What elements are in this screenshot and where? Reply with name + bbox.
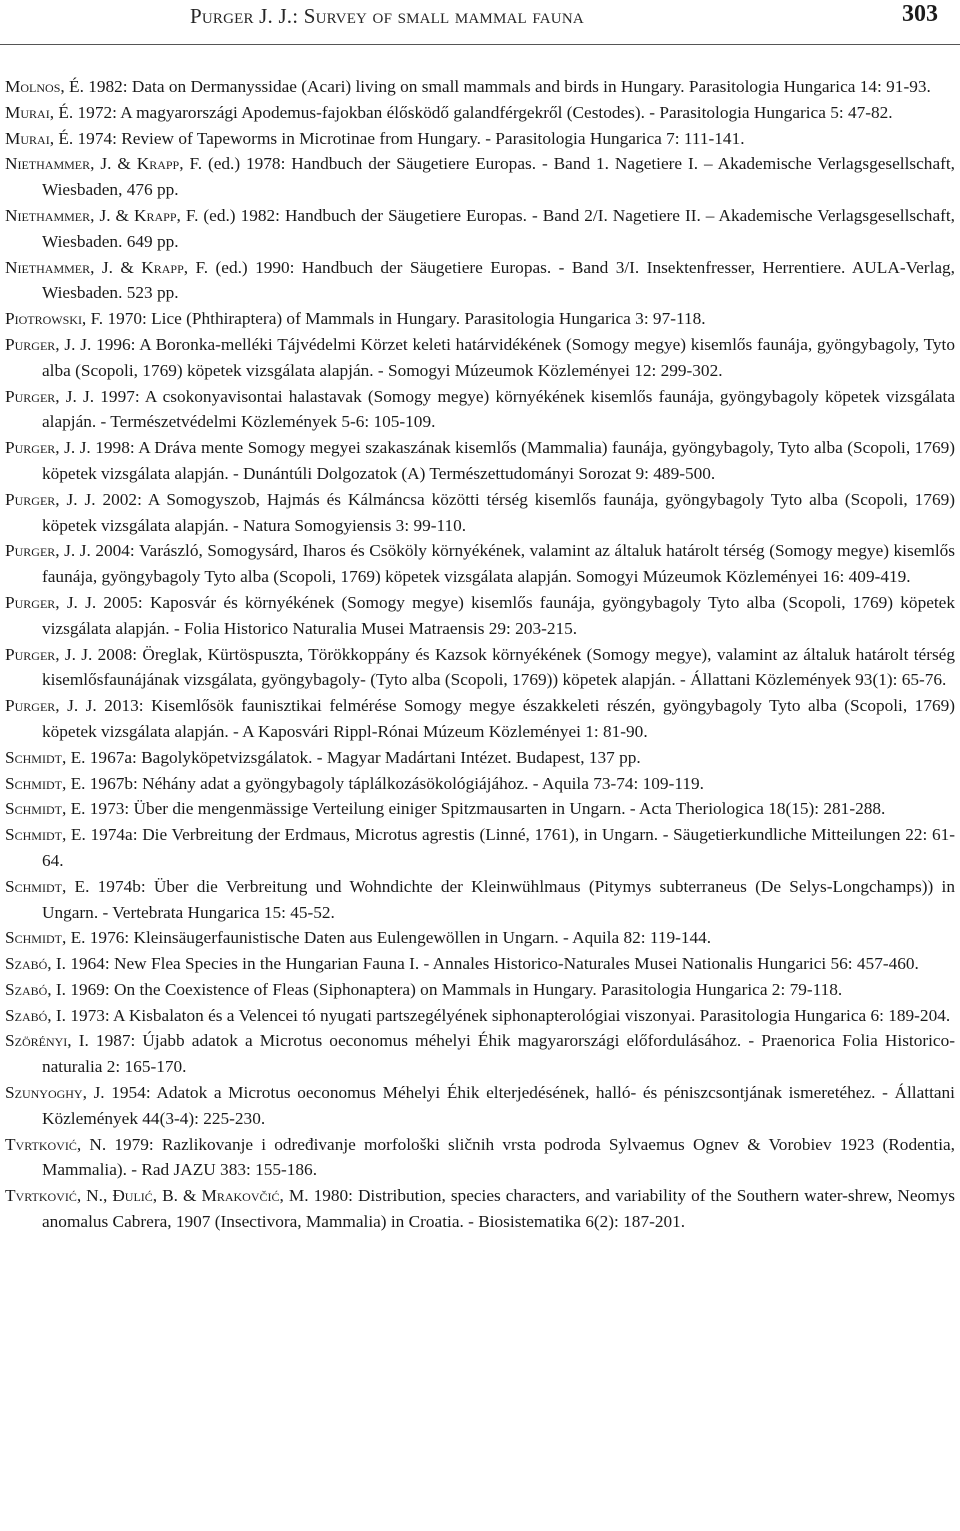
reference-entry bbox=[5, 977, 955, 1003]
reference-author: Szabó, I. bbox=[5, 979, 66, 999]
reference-author: Molnos, É. bbox=[5, 77, 84, 96]
reference-text: 1987: Újabb adatok a Microtus oeconomus méhelyi Éhik magyarországi előfordulásához. - Praenorica Folia Historico-naturalia 2: 165-170. bbox=[42, 1031, 955, 1077]
reference-author: Murai, É. bbox=[5, 102, 74, 122]
reference-text: 1967a: Bagolyköpetvizsgálatok. - Magyar Madártani Intézet. Budapest, 137 pp. bbox=[85, 747, 641, 767]
reference-author: Purger, J. J. bbox=[5, 592, 97, 612]
reference-entry bbox=[5, 745, 955, 771]
reference-entry bbox=[5, 435, 955, 487]
reference-author: Schmidt, E. bbox=[5, 825, 86, 845]
reference-text: (ed.) 1982: Handbuch der Säugetiere Europas. - Band 2/I. Nagetiere II. – Akademische Verlagsgesellschaft, Wiesbaden. 649 pp. bbox=[42, 205, 955, 251]
reference-text: 1970: Lice (Phthiraptera) of Mammals in Hungary. Parasitologia Hungarica 3: 97-118. bbox=[103, 309, 706, 329]
reference-text: 1969: On the Coexistence of Fleas (Siphonaptera) on Mammals in Hungary. Parasitologia Hungarica 2: 79-118. bbox=[66, 979, 843, 999]
running-title: Purger J. J.: Survey of small mammal fauna bbox=[190, 4, 584, 28]
reference-entry bbox=[5, 642, 955, 694]
reference-author: Szabó, I. bbox=[5, 954, 66, 974]
reference-author: Szunyoghy, J. bbox=[5, 1083, 105, 1103]
reference-entry bbox=[5, 1028, 955, 1080]
reference-author: Piotrowski, F. bbox=[5, 309, 104, 329]
reference-text: 1998: A Dráva mente Somogy megyei szakaszának kisemlős (Mammalia) faunája, gyöngybagoly, Tyto alba (Scopoli, 1769) köpetek vizsgálata alapján. - Dunántúli Dolgozatok (A) Természettudományi Sorozat 9: 489-500. bbox=[42, 438, 955, 483]
reference-text: 1972: A magyarországi Apodemus-fajokban élősködő galandférgekről (Cestodes). - Parasitologia Hungarica 5: 47-82. bbox=[73, 102, 893, 122]
reference-entry bbox=[5, 306, 955, 332]
reference-entry bbox=[5, 1080, 955, 1132]
reference-text: 1997: A csokonyavisontai halastavak (Somogy megye) környékének kisemlős faunája, gyöngybagoly köpetek vizsgálata alapján. - Természetvédelmi Közlemények 5-6: 105-109. bbox=[42, 386, 955, 432]
page-number: 303 bbox=[902, 1, 938, 27]
reference-text: (ed.) 1990: Handbuch der Säugetiere Europas. - Band 3/I. Insektenfresser, Herrentiere. AULA-Verlag, Wiesbaden. 523 pp. bbox=[42, 257, 955, 303]
reference-entry bbox=[5, 151, 955, 203]
reference-author: Purger, J. J. bbox=[5, 334, 92, 354]
reference-text: 1976: Kleinsäugerfaunistische Daten aus Eulengewöllen in Ungarn. - Aquila 82: 119-144. bbox=[85, 928, 712, 948]
reference-text: 1996: A Boronka-melléki Tájvédelmi Körzet keleti határvidékének (Somogy megye) kisemlős faunája, gyöngybagoly, Tyto alba (Scopoli, 1769) köpetek vizsgálata alapján. - Somogyi Múzeumok Közleményei 12: 299-302. bbox=[42, 334, 956, 380]
reference-text: 1973: A Kisbalaton és a Velencei tó nyugati partszegélyének siphonapterológiai viszonyai. Parasitologia Hungarica 6: 189-204. bbox=[66, 1005, 951, 1025]
reference-text: 1974: Review of Tapeworms in Microtinae from Hungary. - Parasitologia Hungarica 7: 111-141. bbox=[73, 128, 745, 148]
reference-text: 1954: Adatok a Microtus oeconomus Méhelyi Éhik elterjedésének, halló- és péniszcsontjának ismeretéhez. - Állattani Közlemények 44(3-4): 225-230. bbox=[42, 1083, 955, 1128]
reference-entry bbox=[5, 100, 955, 126]
reference-entry bbox=[5, 1003, 955, 1029]
page-header bbox=[0, 0, 960, 40]
reference-author: Tvrtković, N. bbox=[5, 1134, 107, 1154]
reference-author: Szabó, I. bbox=[5, 1005, 66, 1025]
reference-text: 1974b: Über die Verbreitung und Wohndichte der Kleinwühlmaus (Pitymys subterraneus (De Selys-Longchamps)) in Ungarn. - Vertebrata Hungarica 15: 45-52. bbox=[42, 876, 955, 922]
reference-text: (ed.) 1978: Handbuch der Säugetiere Europas. - Band 1. Nagetiere I. – Akademische Verlagsgesellschaft, Wiesbaden, 476 pp. bbox=[42, 154, 955, 200]
reference-entry bbox=[5, 538, 955, 590]
reference-author: Purger, J. J. bbox=[5, 386, 95, 406]
reference-author: Niethammer, J. & Krapp, F. bbox=[5, 154, 203, 174]
reference-entry bbox=[5, 126, 955, 152]
reference-entry bbox=[5, 951, 955, 977]
reference-author: Purger, J. J. bbox=[5, 438, 91, 458]
reference-entry bbox=[5, 590, 955, 642]
reference-author: Niethammer, J. & Krapp, F. bbox=[5, 257, 209, 277]
reference-author: Schmidt, E. bbox=[5, 773, 86, 793]
reference-entry bbox=[5, 1183, 955, 1235]
reference-author: Tvrtković, N., Đulić, B. & Mrakovčić, M. bbox=[5, 1186, 309, 1206]
reference-entry bbox=[5, 384, 955, 436]
reference-text: 1979: Razlikovanje i određivanje morfološki sličnih vrsta podroda Sylvaemus Ognev & Vorobiev 1923 (Rodentia, Mammalia). - Rad JAZU 383: 155-186. bbox=[42, 1134, 955, 1180]
reference-entry bbox=[5, 74, 955, 100]
reference-text: 2013: Kisemlősök faunisztikai felmérése Somogy megye északkeleti részén, gyöngybagoly Tyto alba (Scopoli, 1769) köpetek vizsgálata alapján. - A Kaposvári Rippl-Rónai Múzeum Közleményei 1: 81-90. bbox=[42, 696, 955, 741]
reference-text: 1967b: Néhány adat a gyöngybagoly táplálkozásökológiájához. - Aquila 73-74: 109-119. bbox=[85, 773, 704, 793]
reference-author: Schmidt, E. bbox=[5, 799, 86, 819]
reference-text: 1982: Data on Dermanyssidae (Acari) living on small mammals and birds in Hungary. Parasitologia Hungarica 14: 91-93. bbox=[83, 77, 931, 96]
reference-entry bbox=[5, 796, 955, 822]
reference-text: 1980: Distribution, species characters, and variability of the Southern water-shrew, Neomys anomalus Cabrera, 1907 (Insectivora, Mammalia) in Croatia. - Biosistematika 6(2): 187-201. bbox=[42, 1186, 955, 1232]
reference-author: Szörényi, I. bbox=[5, 1031, 89, 1051]
reference-author: Purger, J. J. bbox=[5, 541, 91, 561]
reference-text: 2002: A Somogyszob, Hajmás és Kálmáncsa közötti térség kisemlős faunája, gyöngybagoly Tyto alba (Scopoli, 1769) köpetek vizsgálata alapján. - Natura Somogyiensis 3: 99-110. bbox=[42, 489, 955, 535]
reference-author: Purger, J. J. bbox=[5, 644, 93, 664]
reference-author: Schmidt, E. bbox=[5, 747, 86, 767]
reference-entry bbox=[5, 925, 955, 951]
reference-author: Purger, J. J. bbox=[5, 696, 97, 716]
reference-entry bbox=[5, 822, 955, 874]
reference-author: Murai, É. bbox=[5, 128, 74, 148]
reference-entry bbox=[5, 771, 955, 797]
reference-text: 2004: Varászló, Somogysárd, Iharos és Csököly környékének, valamint az általuk határolt térség (Somogy megye) kisemlős faunája, gyöngybagoly Tyto alba (Scopoli, 1769) köpetek vizsgálata alapján. Somogyi Múzeumok Közleményei 16: 409-419. bbox=[42, 541, 955, 587]
reference-text: 1964: New Flea Species in the Hungarian Fauna I. - Annales Historico-Naturales Musei Nationalis Hungarici 56: 457-460. bbox=[66, 954, 919, 974]
reference-entry bbox=[5, 1132, 955, 1184]
reference-text: 2008: Öreglak, Kürtöspuszta, Törökkoppány és Kazsok környékének (Somogy megye), valamint az általuk határolt térség kisemlősfaunájának vizsgálata, gyöngybagoly- (Tyto alba (Scopoli, 1769)) köpetek alapján. - Állattani Közlemények 93(1): 65-76. bbox=[42, 644, 955, 690]
header-rule bbox=[0, 44, 960, 45]
reference-text: 1973: Über die mengenmässige Verteilung einiger Spitzmausarten in Ungarn. - Acta Theriologica 18(15): 281-288. bbox=[85, 799, 886, 819]
reference-entry bbox=[5, 487, 955, 539]
reference-author: Purger, J. J. bbox=[5, 489, 96, 509]
reference-entry bbox=[5, 255, 955, 307]
reference-entry bbox=[5, 693, 955, 745]
reference-author: Niethammer, J. & Krapp, F. bbox=[5, 205, 199, 225]
reference-entry bbox=[5, 203, 955, 255]
reference-text: 1974a: Die Verbreitung der Erdmaus, Microtus agrestis (Linné, 1761), in Ungarn. - Säugetierkundliche Mitteilungen 22: 61-64. bbox=[42, 825, 955, 870]
reference-entry bbox=[5, 332, 955, 384]
reference-entry bbox=[5, 874, 955, 926]
reference-author: Schmidt, E. bbox=[5, 876, 90, 896]
reference-list bbox=[5, 74, 955, 1235]
reference-text: 2005: Kaposvár és környékének (Somogy megye) kisemlős faunája, gyöngybagoly Tyto alba (Scopoli, 1769) köpetek vizsgálata alapján. - Folia Historico Naturalia Musei Matraensis 29: 203-215. bbox=[42, 592, 955, 638]
reference-author: Schmidt, E. bbox=[5, 928, 86, 948]
